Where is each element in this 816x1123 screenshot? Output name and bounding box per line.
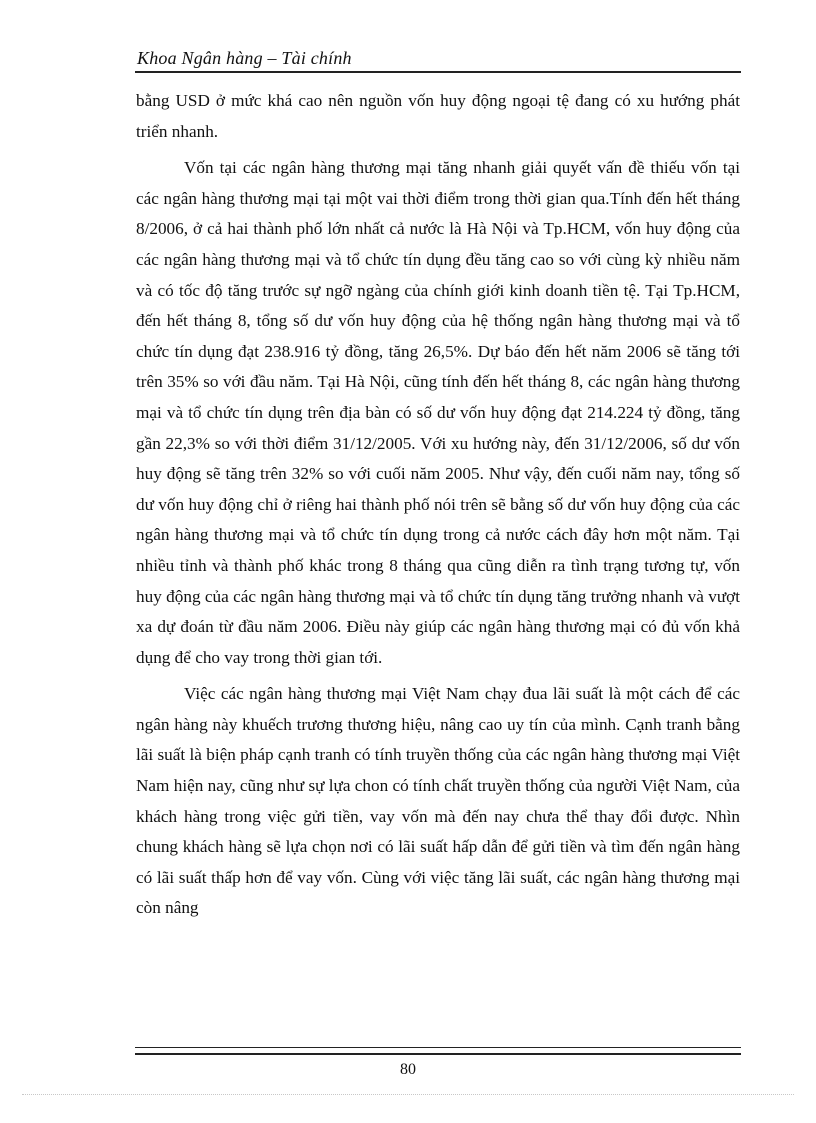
footer-rule	[135, 1047, 741, 1055]
body-text	[136, 86, 740, 924]
page-number: 80	[400, 1061, 416, 1078]
header-title: Khoa Ngân hàng – Tài chính	[137, 48, 352, 68]
paragraph-interest-competition: Việc các ngân hàng thương mại Việt Nam chạy đua lãi suất là một cách để các ngân hàng này khuếch trương thương hiệu, nâng cao uy tín của mình. Cạnh tranh bằng lãi suất là biện pháp cạnh tranh có tính truyền thống của các ngân hàng thương mại Việt Nam hiện nay, cũng như sự lựa chon có tính chất truyền thống của người Việt Nam, của khách hàng trong việc gửi tiền, vay vốn mà đến nay chưa thể thay đổi được. Nhìn chung khách hàng sẽ lựa chọn nơi có lãi suất hấp dẫn để gửi tiền và tìm đến ngân hàng có lãi suất thấp hơn để vay vốn. Cùng với việc tăng lãi suất, các ngân hàng thương mại còn nâng	[136, 684, 740, 918]
header-rule	[135, 71, 741, 73]
paragraph-deposit-growth: Vốn tại các ngân hàng thương mại tăng nhanh giải quyết vấn đề thiếu vốn tại các ngân hàng thương mại tại một vai thời điểm trong thời gian qua.Tính đến hết tháng 8/2006, ở cả hai thành phố lớn nhất cả nước là Hà Nội và Tp.HCM, vốn huy động của các ngân hàng thương mại và tổ chức tín dụng đều tăng cao so với cùng kỳ nhiều năm và có tốc độ tăng trước sự ngỡ ngàng của chính giới kinh doanh tiền tệ. Tại Tp.HCM, đến hết tháng 8, tổng số dư vốn huy động của hệ thống ngân hàng thương mại và tổ chức tín dụng đạt 238.916 tỷ đồng, tăng 26,5%. Dự báo đến hết năm 2006 sẽ tăng tới trên 35% so với đầu năm. Tại Hà Nội, cũng tính đến hết tháng 8, các ngân hàng thương mại và tổ chức tín dụng trên địa bàn có số dư vốn huy động đạt 214.224 tỷ đồng, tăng gần 22,3% so với thời điểm 31/12/2005. Với xu hướng này, đến 31/12/2006, số dư vốn huy động sẽ tăng trên 32% so với cuối năm 2005. Như vậy, đến cuối năm nay, tổng số dư vốn huy động chỉ ở riêng hai thành phố nói trên sẽ bằng số dư vốn huy động của các ngân hàng thương mại và tổ chức tín dụng trong cả nước cách đây hơn một năm. Tại nhiều tỉnh và thành phố khác trong 8 tháng qua cũng diễn ra tình trạng tương tự, vốn huy động của các ngân hàng thương mại và tổ chức tín dụng tăng trưởng nhanh và vượt xa dự đoán từ đầu năm 2006. Điều này giúp các ngân hàng thương mại có đủ vốn khả dụng để cho vay trong thời gian tới.	[136, 158, 740, 667]
page-header	[135, 48, 741, 74]
paragraph-continuation: bằng USD ở mức khá cao nên nguồn vốn huy động ngoại tệ đang có xu hướng phát triển nhanh.	[136, 91, 740, 141]
page-edge-divider	[22, 1094, 794, 1095]
